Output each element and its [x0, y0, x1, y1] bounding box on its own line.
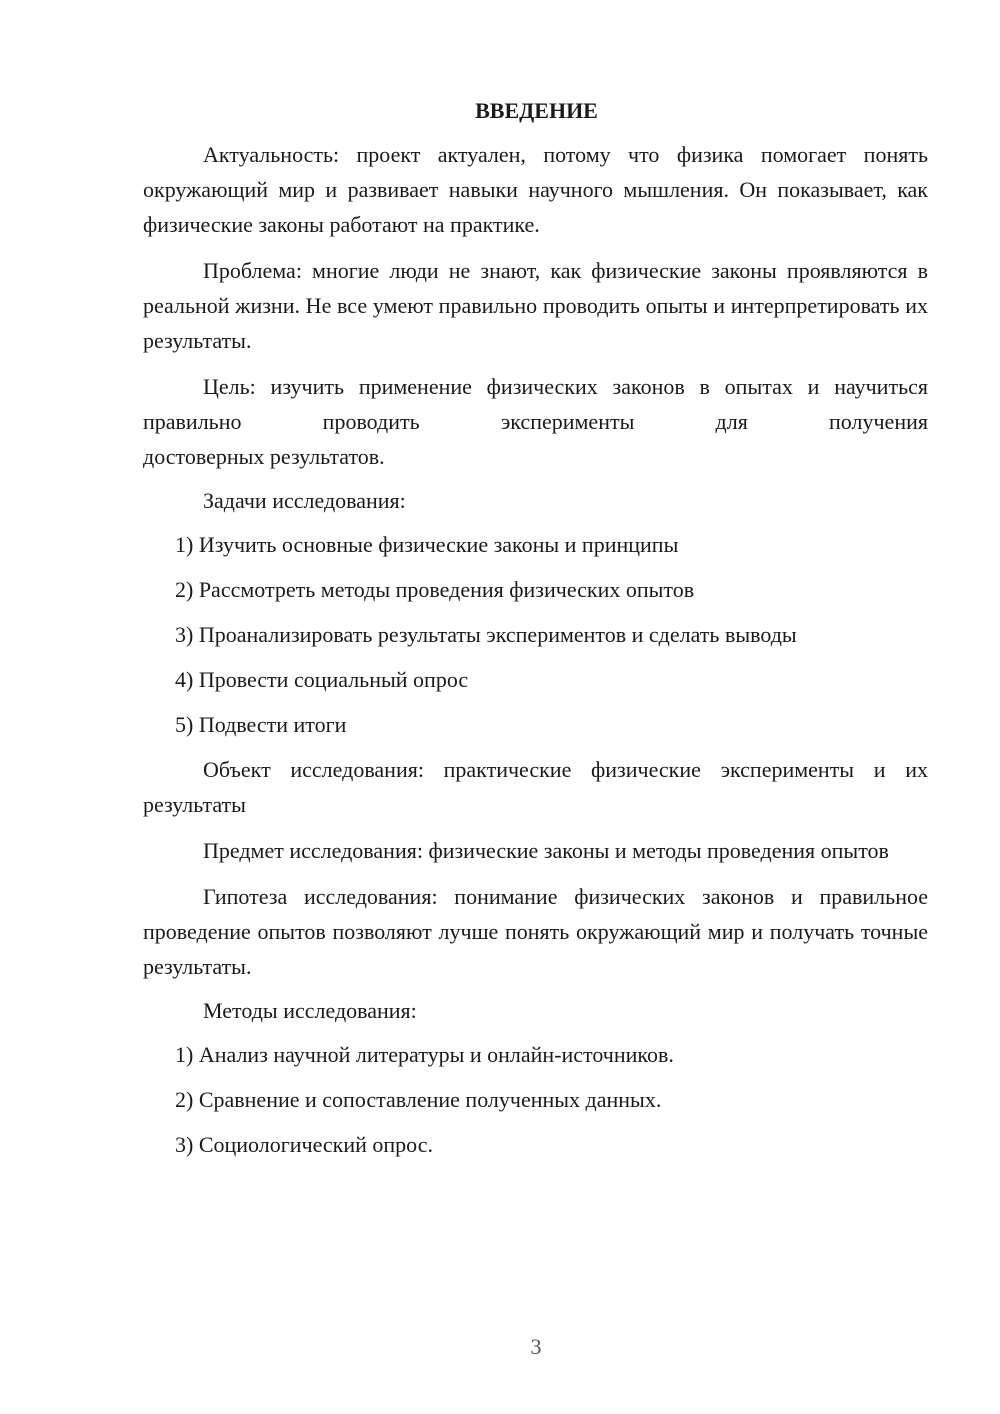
object-paragraph: Объект исследования: практические физические эксперименты и их результаты: [143, 757, 928, 817]
goal-paragraph-end: достоверных результатов.: [143, 444, 385, 469]
tasks-heading: Задачи исследования:: [203, 488, 406, 513]
goal-paragraph: [143, 369, 928, 474]
list-item: 4) Провести социальный опрос: [175, 667, 469, 692]
page-content: [143, 96, 928, 1172]
list-item: 3) Проанализировать результаты экспериментов и сделать выводы: [175, 622, 797, 647]
list-item: 1) Изучить основные физические законы и принципы: [175, 532, 679, 557]
hypothesis-paragraph: Гипотеза исследования: понимание физических законов и правильное проведение опытов позволяют лучше понять окружающий мир и получать точные результаты.: [143, 884, 928, 979]
problem-paragraph: Проблема: многие люди не знают, как физические законы проявляются в реальной жизни. Не все умеют правильно проводить опыты и интерпретировать их результаты.: [143, 258, 928, 353]
methods-heading: Методы исследования:: [203, 998, 417, 1023]
list-item: 3) Социологический опрос.: [175, 1132, 433, 1157]
list-item: 2) Рассмотреть методы проведения физических опытов: [175, 577, 695, 602]
methods-list: [143, 1037, 928, 1162]
list-item: 1) Анализ научной литературы и онлайн-источников.: [175, 1042, 674, 1067]
relevance-paragraph: Актуальность: проект актуален, потому что физика помогает понять окружающий мир и развивает навыки научного мышления. Он показывает, как физические законы работают на практике.: [143, 142, 928, 237]
page-number: 3: [530, 1334, 542, 1359]
goal-paragraph-main: Цель: изучить применение физических законов в опытах и научиться правильно проводить эксперименты для получения: [143, 374, 928, 434]
subject-paragraph: Предмет исследования: физические законы и методы проведения опытов: [203, 838, 889, 863]
tasks-list: [143, 527, 928, 742]
list-item: 5) Подвести итоги: [175, 712, 347, 737]
list-item: 2) Сравнение и сопоставление полученных данных.: [175, 1087, 662, 1112]
page-title: ВВЕДЕНИЕ: [475, 98, 598, 123]
